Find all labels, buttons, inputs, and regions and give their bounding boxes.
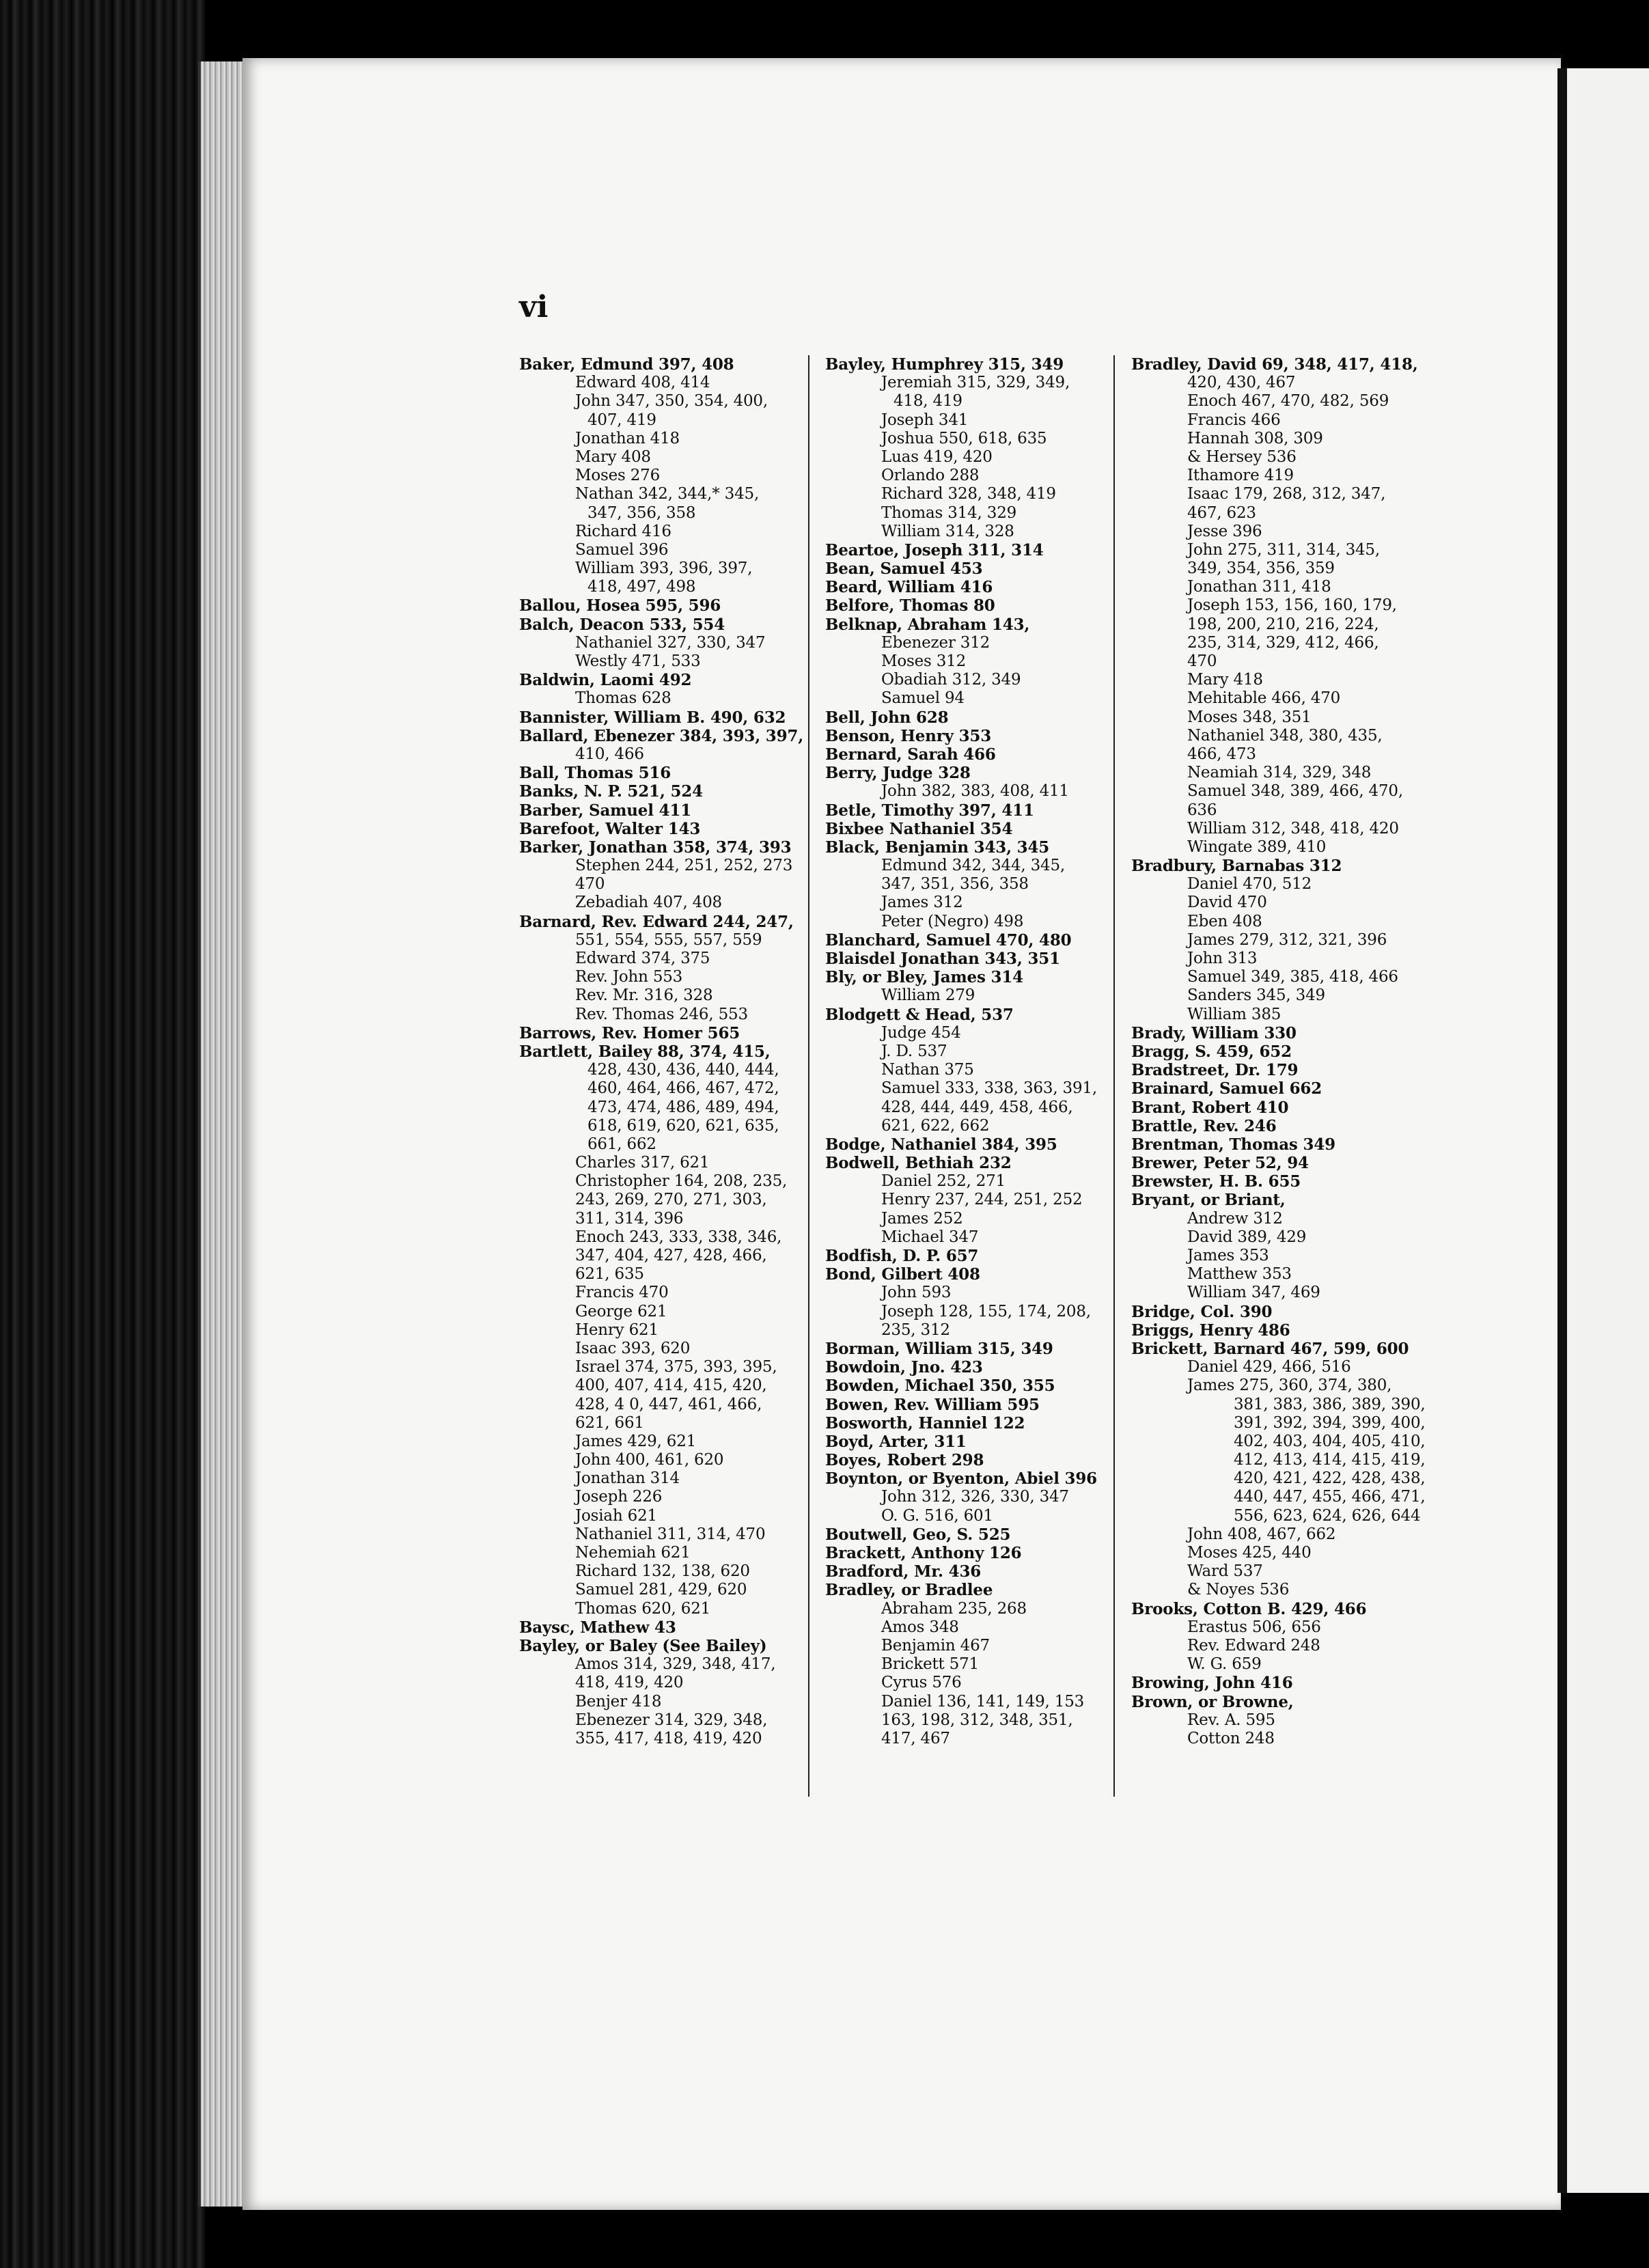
- index-entry: Bernard, Sarah 466: [825, 745, 996, 764]
- index-subentry: 243, 269, 270, 271, 303,: [575, 1191, 767, 1209]
- index-subentry: Israel 374, 375, 393, 395,: [575, 1358, 777, 1377]
- index-subentry: 420, 430, 467: [1187, 374, 1296, 392]
- index-subentry: Wingate 389, 410: [1187, 838, 1327, 856]
- index-subentry: Nathaniel 327, 330, 347: [575, 633, 766, 652]
- index-subentry: Joseph 153, 156, 160, 179,: [1187, 596, 1397, 615]
- index-subentry: Richard 416: [575, 522, 671, 540]
- column-divider: [1113, 355, 1115, 1797]
- index-subentry: Josiah 621: [575, 1506, 657, 1525]
- index-subentry: John 408, 467, 662: [1187, 1525, 1336, 1543]
- index-subentry: James 275, 360, 374, 380,: [1187, 1377, 1392, 1395]
- index-subentry: John 382, 383, 408, 411: [881, 782, 1069, 801]
- index-entry: Betle, Timothy 397, 411: [825, 801, 1034, 820]
- page-edges: [198, 61, 249, 2207]
- index-entry: Baldwin, Laomi 492: [519, 671, 692, 690]
- index-subentry: 420, 421, 422, 428, 438,: [1234, 1469, 1426, 1488]
- index-subentry: James 353: [1187, 1247, 1269, 1264]
- index-subentry: 391, 392, 394, 399, 400,: [1234, 1413, 1426, 1432]
- index-subentry: 636: [1187, 801, 1217, 819]
- index-subentry: 400, 407, 414, 415, 420,: [575, 1377, 767, 1395]
- index-subentry: O. G. 516, 601: [881, 1506, 993, 1525]
- index-subentry: Jonathan 311, 418: [1187, 578, 1331, 596]
- index-entry: Bradstreet, Dr. 179: [1131, 1061, 1299, 1080]
- index-subentry: Francis 466: [1187, 411, 1281, 429]
- index-subentry: David 470: [1187, 894, 1267, 912]
- index-entry: Bell, John 628: [825, 708, 949, 727]
- index-subentry: Samuel 333, 338, 363, 391,: [881, 1079, 1097, 1098]
- index-subentry: Benjer 418: [575, 1692, 662, 1711]
- index-subentry: Joseph 341: [881, 411, 969, 429]
- index-entry: Benson, Henry 353: [825, 726, 992, 745]
- index-subentry: George 621: [575, 1302, 667, 1320]
- index-subentry: Matthew 353: [1187, 1265, 1292, 1284]
- index-subentry: 621, 622, 662: [881, 1116, 990, 1135]
- index-subentry: Brickett 571: [881, 1655, 979, 1674]
- index-subentry: Luas 419, 420: [881, 447, 993, 466]
- index-subentry: John 275, 311, 314, 345,: [1187, 540, 1380, 559]
- index-subentry: 473, 474, 486, 489, 494,: [587, 1098, 779, 1116]
- index-entry: Ballou, Hosea 595, 596: [519, 596, 721, 616]
- index-subentry: Cyrus 576: [881, 1674, 962, 1692]
- index-entry: Blodgett & Head, 537: [825, 1005, 1014, 1024]
- index-subentry: John 313: [1187, 950, 1258, 967]
- index-subentry: Daniel 429, 466, 516: [1187, 1358, 1351, 1377]
- index-entry: Bodfish, D. P. 657: [825, 1247, 979, 1265]
- index-subentry: 621, 635: [575, 1265, 644, 1284]
- index-subentry: Mary 408: [575, 447, 651, 466]
- index-entry: Barefoot, Walter 143: [519, 819, 701, 838]
- index-subentry: & Noyes 536: [1187, 1581, 1290, 1599]
- index-entry: Brainard, Samuel 662: [1131, 1079, 1322, 1098]
- index-entry: Brewer, Peter 52, 94: [1131, 1154, 1309, 1173]
- index-subentry: Rev. John 553: [575, 968, 683, 986]
- index-subentry: Mehitable 466, 470: [1187, 689, 1341, 708]
- index-entry: Beard, William 416: [825, 578, 993, 597]
- index-entry: Bayley, Humphrey 315, 349: [825, 355, 1064, 374]
- index-subentry: Rev. A. 595: [1187, 1711, 1275, 1729]
- index-subentry: Ithamore 419: [1187, 467, 1294, 485]
- index-entry: Bridge, Col. 390: [1131, 1302, 1273, 1321]
- index-entry: Bragg, S. 459, 652: [1131, 1042, 1292, 1061]
- index-subentry: 402, 403, 404, 405, 410,: [1234, 1432, 1426, 1450]
- index-subentry: Richard 328, 348, 419: [881, 485, 1056, 503]
- index-subentry: 381, 383, 386, 389, 390,: [1234, 1395, 1426, 1413]
- index-subentry: Isaac 393, 620: [575, 1339, 691, 1357]
- index-entry: Brickett, Barnard 467, 599, 600: [1131, 1339, 1409, 1358]
- index-subentry: Rev. Thomas 246, 553: [575, 1005, 748, 1023]
- index-subentry: & Hersey 536: [1187, 447, 1297, 466]
- index-subentry: Henry 621: [575, 1320, 659, 1339]
- index-subentry: J. D. 537: [881, 1042, 947, 1060]
- index-subentry: Rev. Mr. 316, 328: [575, 986, 713, 1005]
- index-subentry: Jesse 396: [1187, 522, 1262, 540]
- index-subentry: Samuel 281, 429, 620: [575, 1581, 747, 1599]
- index-entry: Boyd, Arter, 311: [825, 1432, 967, 1451]
- index-subentry: Charles 317, 621: [575, 1154, 710, 1172]
- index-subentry: Edward 374, 375: [575, 950, 710, 967]
- index-subentry: 347, 351, 356, 358: [881, 875, 1029, 894]
- index-entry: Bartlett, Bailey 88, 374, 415,: [519, 1042, 771, 1061]
- index-entry: Bly, or Bley, James 314: [825, 968, 1023, 987]
- index-subentry: Jonathan 314: [575, 1469, 680, 1488]
- index-entry: Ballard, Ebenezer 384, 393, 397,: [519, 726, 804, 745]
- index-entry: Bradbury, Barnabas 312: [1131, 857, 1342, 876]
- index-subentry: Edmund 342, 344, 345,: [881, 857, 1066, 875]
- index-subentry: 412, 413, 414, 415, 419,: [1234, 1451, 1426, 1469]
- index-subentry: Daniel 136, 141, 149, 153: [881, 1692, 1085, 1711]
- index-subentry: Abraham 235, 268: [881, 1599, 1027, 1618]
- facing-page-edge: [1567, 68, 1649, 2193]
- index-subentry: Andrew 312: [1187, 1209, 1283, 1228]
- index-entry: Bixbee Nathaniel 354: [825, 819, 1013, 838]
- index-subentry: James 429, 621: [575, 1432, 697, 1450]
- index-subentry: 418, 419: [893, 392, 962, 411]
- index-entry: Banks, N. P. 521, 524: [519, 782, 703, 801]
- index-subentry: Richard 132, 138, 620: [575, 1562, 750, 1581]
- index-subentry: Obadiah 312, 349: [881, 671, 1021, 689]
- index-subentry: 440, 447, 455, 466, 471,: [1234, 1488, 1426, 1506]
- index-entry: Baysc, Mathew 43: [519, 1618, 676, 1637]
- index-subentry: 311, 314, 396: [575, 1209, 684, 1228]
- index-subentry: Nathaniel 311, 314, 470: [575, 1525, 766, 1543]
- index-entry: Bayley, or Baley (See Bailey): [519, 1636, 767, 1655]
- index-entry: Baker, Edmund 397, 408: [519, 355, 734, 374]
- index-subentry: W. G. 659: [1187, 1655, 1262, 1674]
- book-spine: [0, 0, 205, 2268]
- index-entry: Boynton, or Byenton, Abiel 396: [825, 1469, 1097, 1489]
- index-subentry: Westly 471, 533: [575, 652, 701, 670]
- index-subentry: 198, 200, 210, 216, 224,: [1187, 615, 1379, 633]
- index-subentry: Jeremiah 315, 329, 349,: [881, 374, 1070, 392]
- index-entry: Bean, Samuel 453: [825, 559, 983, 579]
- index-entry: Briggs, Henry 486: [1131, 1320, 1290, 1340]
- index-subentry: Moses 312: [881, 652, 967, 670]
- index-column-2: [825, 355, 1112, 1748]
- index-entry: Bowen, Rev. William 595: [825, 1395, 1040, 1414]
- index-subentry: Cotton 248: [1187, 1729, 1275, 1747]
- index-subentry: Daniel 470, 512: [1187, 875, 1312, 894]
- index-subentry: Joshua 550, 618, 635: [881, 429, 1047, 447]
- index-subentry: Nehemiah 621: [575, 1544, 691, 1562]
- index-subentry: Moses 276: [575, 467, 661, 485]
- index-subentry: 407, 419: [587, 411, 656, 429]
- index-subentry: John 400, 461, 620: [575, 1451, 724, 1469]
- index-subentry: 355, 417, 418, 419, 420: [575, 1729, 762, 1747]
- index-subentry: John 312, 326, 330, 347: [881, 1488, 1069, 1506]
- index-subentry: Ward 537: [1187, 1562, 1263, 1581]
- index-entry: Brady, William 330: [1131, 1023, 1297, 1042]
- index-subentry: 428, 430, 436, 440, 444,: [587, 1061, 779, 1079]
- index-entry: Bradley, or Bradlee: [825, 1581, 993, 1600]
- page-number: vi: [519, 290, 549, 324]
- index-subentry: 466, 473: [1187, 745, 1256, 763]
- index-entry: Ball, Thomas 516: [519, 764, 671, 783]
- index-entry: Bond, Gilbert 408: [825, 1265, 980, 1284]
- index-subentry: Stephen 244, 251, 252, 273: [575, 857, 793, 875]
- index-entry: Bowden, Michael 350, 355: [825, 1377, 1055, 1396]
- index-entry: Boyes, Robert 298: [825, 1451, 984, 1470]
- index-entry: Barrows, Rev. Homer 565: [519, 1023, 740, 1042]
- index-entry: Bannister, William B. 490, 632: [519, 708, 786, 727]
- index-entry: Black, Benjamin 343, 345: [825, 838, 1050, 857]
- index-subentry: John 347, 350, 354, 400,: [575, 392, 768, 411]
- index-subentry: James 312: [881, 894, 963, 912]
- index-entry: Bosworth, Hanniel 122: [825, 1413, 1025, 1433]
- index-subentry: Jonathan 418: [575, 429, 680, 447]
- index-subentry: William 279: [881, 986, 975, 1005]
- index-subentry: Amos 348: [881, 1618, 959, 1636]
- index-subentry: 347, 404, 427, 428, 466,: [575, 1247, 767, 1264]
- index-entry: Barnard, Rev. Edward 244, 247,: [519, 912, 794, 931]
- index-entry: Bodwell, Bethiah 232: [825, 1154, 1012, 1173]
- index-subentry: Joseph 226: [575, 1488, 663, 1506]
- index-subentry: 410, 466: [575, 745, 644, 763]
- index-subentry: Rev. Edward 248: [1187, 1636, 1320, 1655]
- index-entry: Brant, Robert 410: [1131, 1098, 1289, 1117]
- index-subentry: 418, 497, 498: [587, 578, 696, 596]
- index-subentry: Samuel 348, 389, 466, 470,: [1187, 782, 1403, 801]
- index-entry: Borman, William 315, 349: [825, 1339, 1053, 1358]
- index-subentry: 470: [575, 875, 605, 894]
- index-entry: Berry, Judge 328: [825, 764, 971, 783]
- index-entry: Bowdoin, Jno. 423: [825, 1358, 983, 1377]
- index-subentry: Henry 237, 244, 251, 252: [881, 1191, 1083, 1209]
- index-subentry: Samuel 349, 385, 418, 466: [1187, 968, 1398, 986]
- index-subentry: James 279, 312, 321, 396: [1187, 930, 1387, 949]
- index-entry: Bradford, Mr. 436: [825, 1562, 982, 1581]
- index-subentry: David 389, 429: [1187, 1228, 1307, 1246]
- index-subentry: 556, 623, 624, 626, 644: [1234, 1506, 1421, 1525]
- index-subentry: William 347, 469: [1187, 1284, 1320, 1302]
- index-subentry: Isaac 179, 268, 312, 347,: [1187, 485, 1386, 503]
- index-subentry: Samuel 396: [575, 540, 669, 559]
- index-subentry: Judge 454: [881, 1023, 961, 1042]
- index-entry: Belknap, Abraham 143,: [825, 615, 1030, 634]
- index-subentry: 235, 314, 329, 412, 466,: [1187, 633, 1379, 652]
- index-subentry: 467, 623: [1187, 503, 1256, 522]
- index-column-1: [519, 355, 806, 1748]
- index-subentry: William 385: [1187, 1005, 1281, 1023]
- index-subentry: Moses 425, 440: [1187, 1544, 1312, 1562]
- index-subentry: Enoch 243, 333, 338, 346,: [575, 1228, 782, 1246]
- index-subentry: Samuel 94: [881, 689, 965, 708]
- index-subentry: 347, 356, 358: [587, 503, 696, 522]
- index-entry: Brooks, Cotton B. 429, 466: [1131, 1599, 1367, 1618]
- index-entry: Brackett, Anthony 126: [825, 1544, 1022, 1562]
- index-subentry: Joseph 128, 155, 174, 208,: [881, 1302, 1091, 1320]
- index-entry: Bradley, David 69, 348, 417, 418,: [1131, 355, 1418, 374]
- index-subentry: Orlando 288: [881, 467, 980, 485]
- index-subentry: Daniel 252, 271: [881, 1172, 1006, 1191]
- index-entry: Brattle, Rev. 246: [1131, 1116, 1277, 1135]
- index-subentry: Sanders 345, 349: [1187, 986, 1325, 1005]
- index-subentry: Nathaniel 348, 380, 435,: [1187, 726, 1383, 745]
- index-entry: Bryant, or Briant,: [1131, 1191, 1286, 1210]
- index-entry: Boutwell, Geo, S. 525: [825, 1525, 1011, 1544]
- index-subentry: 460, 464, 466, 467, 472,: [587, 1079, 779, 1098]
- index-entry: Brown, or Browne,: [1131, 1692, 1294, 1711]
- index-entry: Balch, Deacon 533, 554: [519, 615, 725, 634]
- index-subentry: Moses 348, 351: [1187, 708, 1312, 726]
- index-subentry: Amos 314, 329, 348, 417,: [575, 1655, 776, 1674]
- index-entry: Browing, John 416: [1131, 1674, 1293, 1693]
- index-subentry: Edward 408, 414: [575, 374, 710, 392]
- index-subentry: 235, 312: [881, 1320, 950, 1339]
- index-subentry: William 314, 328: [881, 522, 1014, 540]
- index-subentry: 661, 662: [587, 1135, 656, 1153]
- column-divider: [808, 355, 809, 1797]
- index-subentry: John 593: [881, 1284, 952, 1302]
- gutter-shadow: [1557, 68, 1567, 2193]
- index-subentry: Zebadiah 407, 408: [575, 894, 722, 912]
- index-subentry: 417, 467: [881, 1729, 950, 1747]
- index-subentry: 618, 619, 620, 621, 635,: [587, 1116, 779, 1135]
- index-subentry: Michael 347: [881, 1228, 979, 1246]
- index-subentry: Francis 470: [575, 1284, 669, 1302]
- index-subentry: Thomas 620, 621: [575, 1599, 711, 1618]
- index-entry: Barber, Samuel 411: [519, 801, 691, 820]
- index-column-3: [1131, 355, 1439, 1748]
- index-entry: Barker, Jonathan 358, 374, 393: [519, 838, 792, 857]
- index-subentry: 349, 354, 356, 359: [1187, 559, 1335, 578]
- index-subentry: Ebenezer 314, 329, 348,: [575, 1711, 768, 1729]
- index-subentry: Peter (Negro) 498: [881, 912, 1024, 930]
- index-subentry: William 393, 396, 397,: [575, 559, 753, 578]
- index-subentry: Thomas 628: [575, 689, 671, 708]
- index-entry: Brewster, H. B. 655: [1131, 1172, 1301, 1191]
- index-subentry: Erastus 506, 656: [1187, 1618, 1321, 1636]
- index-entry: Brentman, Thomas 349: [1131, 1135, 1335, 1154]
- index-subentry: Thomas 314, 329: [881, 503, 1017, 522]
- index-subentry: Nathan 375: [881, 1061, 974, 1079]
- index-subentry: Neamiah 314, 329, 348: [1187, 764, 1372, 782]
- index-subentry: 470: [1187, 652, 1217, 670]
- index-subentry: Mary 418: [1187, 671, 1263, 689]
- index-subentry: Benjamin 467: [881, 1636, 990, 1655]
- index-subentry: 418, 419, 420: [575, 1674, 684, 1692]
- index-entry: Bodge, Nathaniel 384, 395: [825, 1135, 1057, 1154]
- index-subentry: 551, 554, 555, 557, 559: [575, 930, 762, 949]
- index-subentry: Eben 408: [1187, 912, 1262, 930]
- index-entry: Blanchard, Samuel 470, 480: [825, 930, 1072, 950]
- index-subentry: Enoch 467, 470, 482, 569: [1187, 392, 1389, 411]
- index-subentry: Hannah 308, 309: [1187, 429, 1323, 447]
- index-subentry: Christopher 164, 208, 235,: [575, 1172, 788, 1191]
- index-entry: Blaisdel Jonathan 343, 351: [825, 950, 1060, 968]
- index-subentry: Nathan 342, 344,* 345,: [575, 485, 760, 503]
- index-subentry: 621, 661: [575, 1413, 644, 1432]
- index-entry: Belfore, Thomas 80: [825, 596, 995, 616]
- index-subentry: James 252: [881, 1209, 963, 1228]
- index-subentry: William 312, 348, 418, 420: [1187, 819, 1399, 838]
- index-subentry: 163, 198, 312, 348, 351,: [881, 1711, 1073, 1729]
- index-subentry: Ebenezer 312: [881, 633, 990, 652]
- index-subentry: 428, 4 0, 447, 461, 466,: [575, 1395, 762, 1413]
- index-entry: Beartoe, Joseph 311, 314: [825, 540, 1044, 559]
- index-subentry: 428, 444, 449, 458, 466,: [881, 1098, 1073, 1116]
